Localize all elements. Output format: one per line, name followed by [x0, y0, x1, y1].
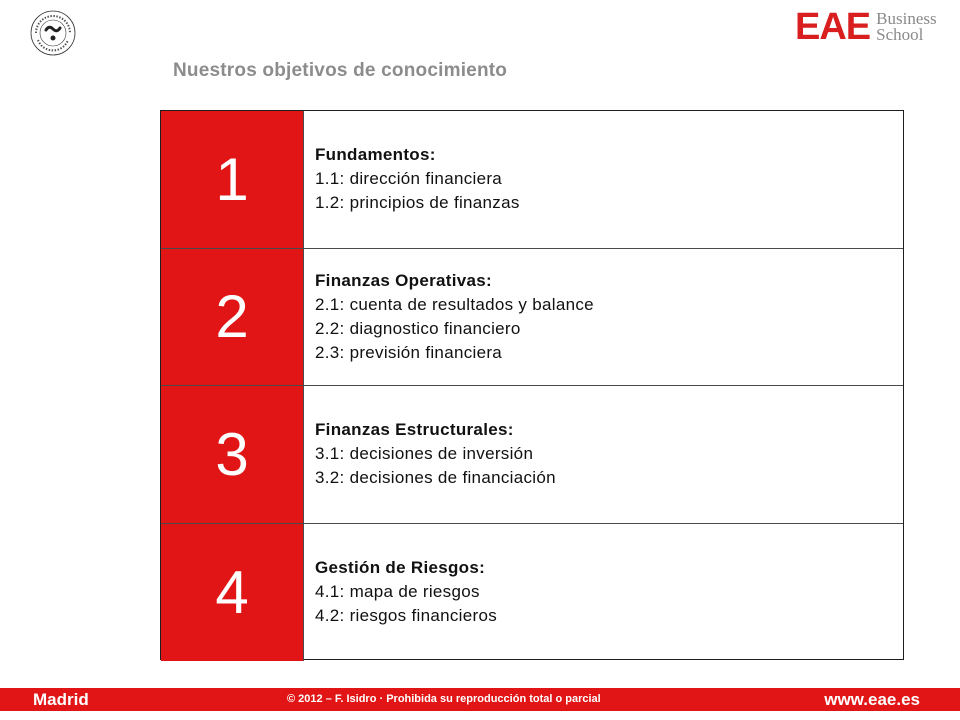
objective-row-3 — [161, 386, 903, 524]
objective-number: 2 — [161, 249, 304, 386]
objectives-table — [160, 110, 904, 660]
footer-city: Madrid — [33, 690, 89, 709]
objective-item: 4.1: mapa de riesgos — [315, 582, 480, 602]
objective-item: 2.2: diagnostico financiero — [315, 318, 521, 338]
objective-item: 4.2: riesgos financieros — [315, 606, 498, 626]
eae-logo-mark: EAE — [795, 6, 871, 48]
eae-logo-line-2: School — [876, 25, 924, 44]
objective-content — [304, 386, 903, 523]
objective-item: 1.1: dirección financiera — [315, 169, 503, 189]
university-seal-icon — [28, 8, 78, 58]
objective-number: 3 — [161, 386, 304, 523]
objective-heading: Finanzas Estructurales: — [315, 420, 514, 440]
objective-item: 1.2: principios de finanzas — [315, 193, 520, 213]
footer-website-link[interactable]: www.eae.es — [824, 690, 920, 709]
page-title: Nuestros objetivos de conocimiento — [173, 60, 508, 81]
objective-item: 2.1: cuenta de resultados y balance — [315, 294, 594, 314]
objective-content — [304, 111, 903, 248]
objective-number: 4 — [161, 524, 304, 662]
objective-heading: Gestión de Riesgos: — [315, 558, 486, 578]
footer-copyright: © 2012 – F. Isidro · Prohibida su reproducción total o parcial — [287, 693, 601, 705]
objective-item: 3.2: decisiones de financiación — [315, 468, 556, 488]
footer-bar — [0, 688, 960, 711]
objective-heading: Finanzas Operativas: — [315, 270, 493, 290]
objective-number: 1 — [161, 111, 304, 248]
objective-item: 2.3: previsión financiera — [315, 342, 503, 362]
objective-item: 3.1: decisiones de inversión — [315, 444, 534, 464]
eae-logo-line-1: Business — [876, 9, 937, 28]
objective-heading: Fundamentos: — [315, 145, 436, 165]
eae-logo-wordmark — [876, 11, 936, 43]
objective-content — [304, 249, 903, 386]
objective-row-1 — [161, 111, 903, 249]
university-logo — [28, 8, 78, 58]
eae-business-school-logo — [795, 6, 937, 48]
objective-row-2 — [161, 249, 903, 387]
objective-content — [304, 524, 903, 662]
objective-row-4 — [161, 524, 903, 662]
